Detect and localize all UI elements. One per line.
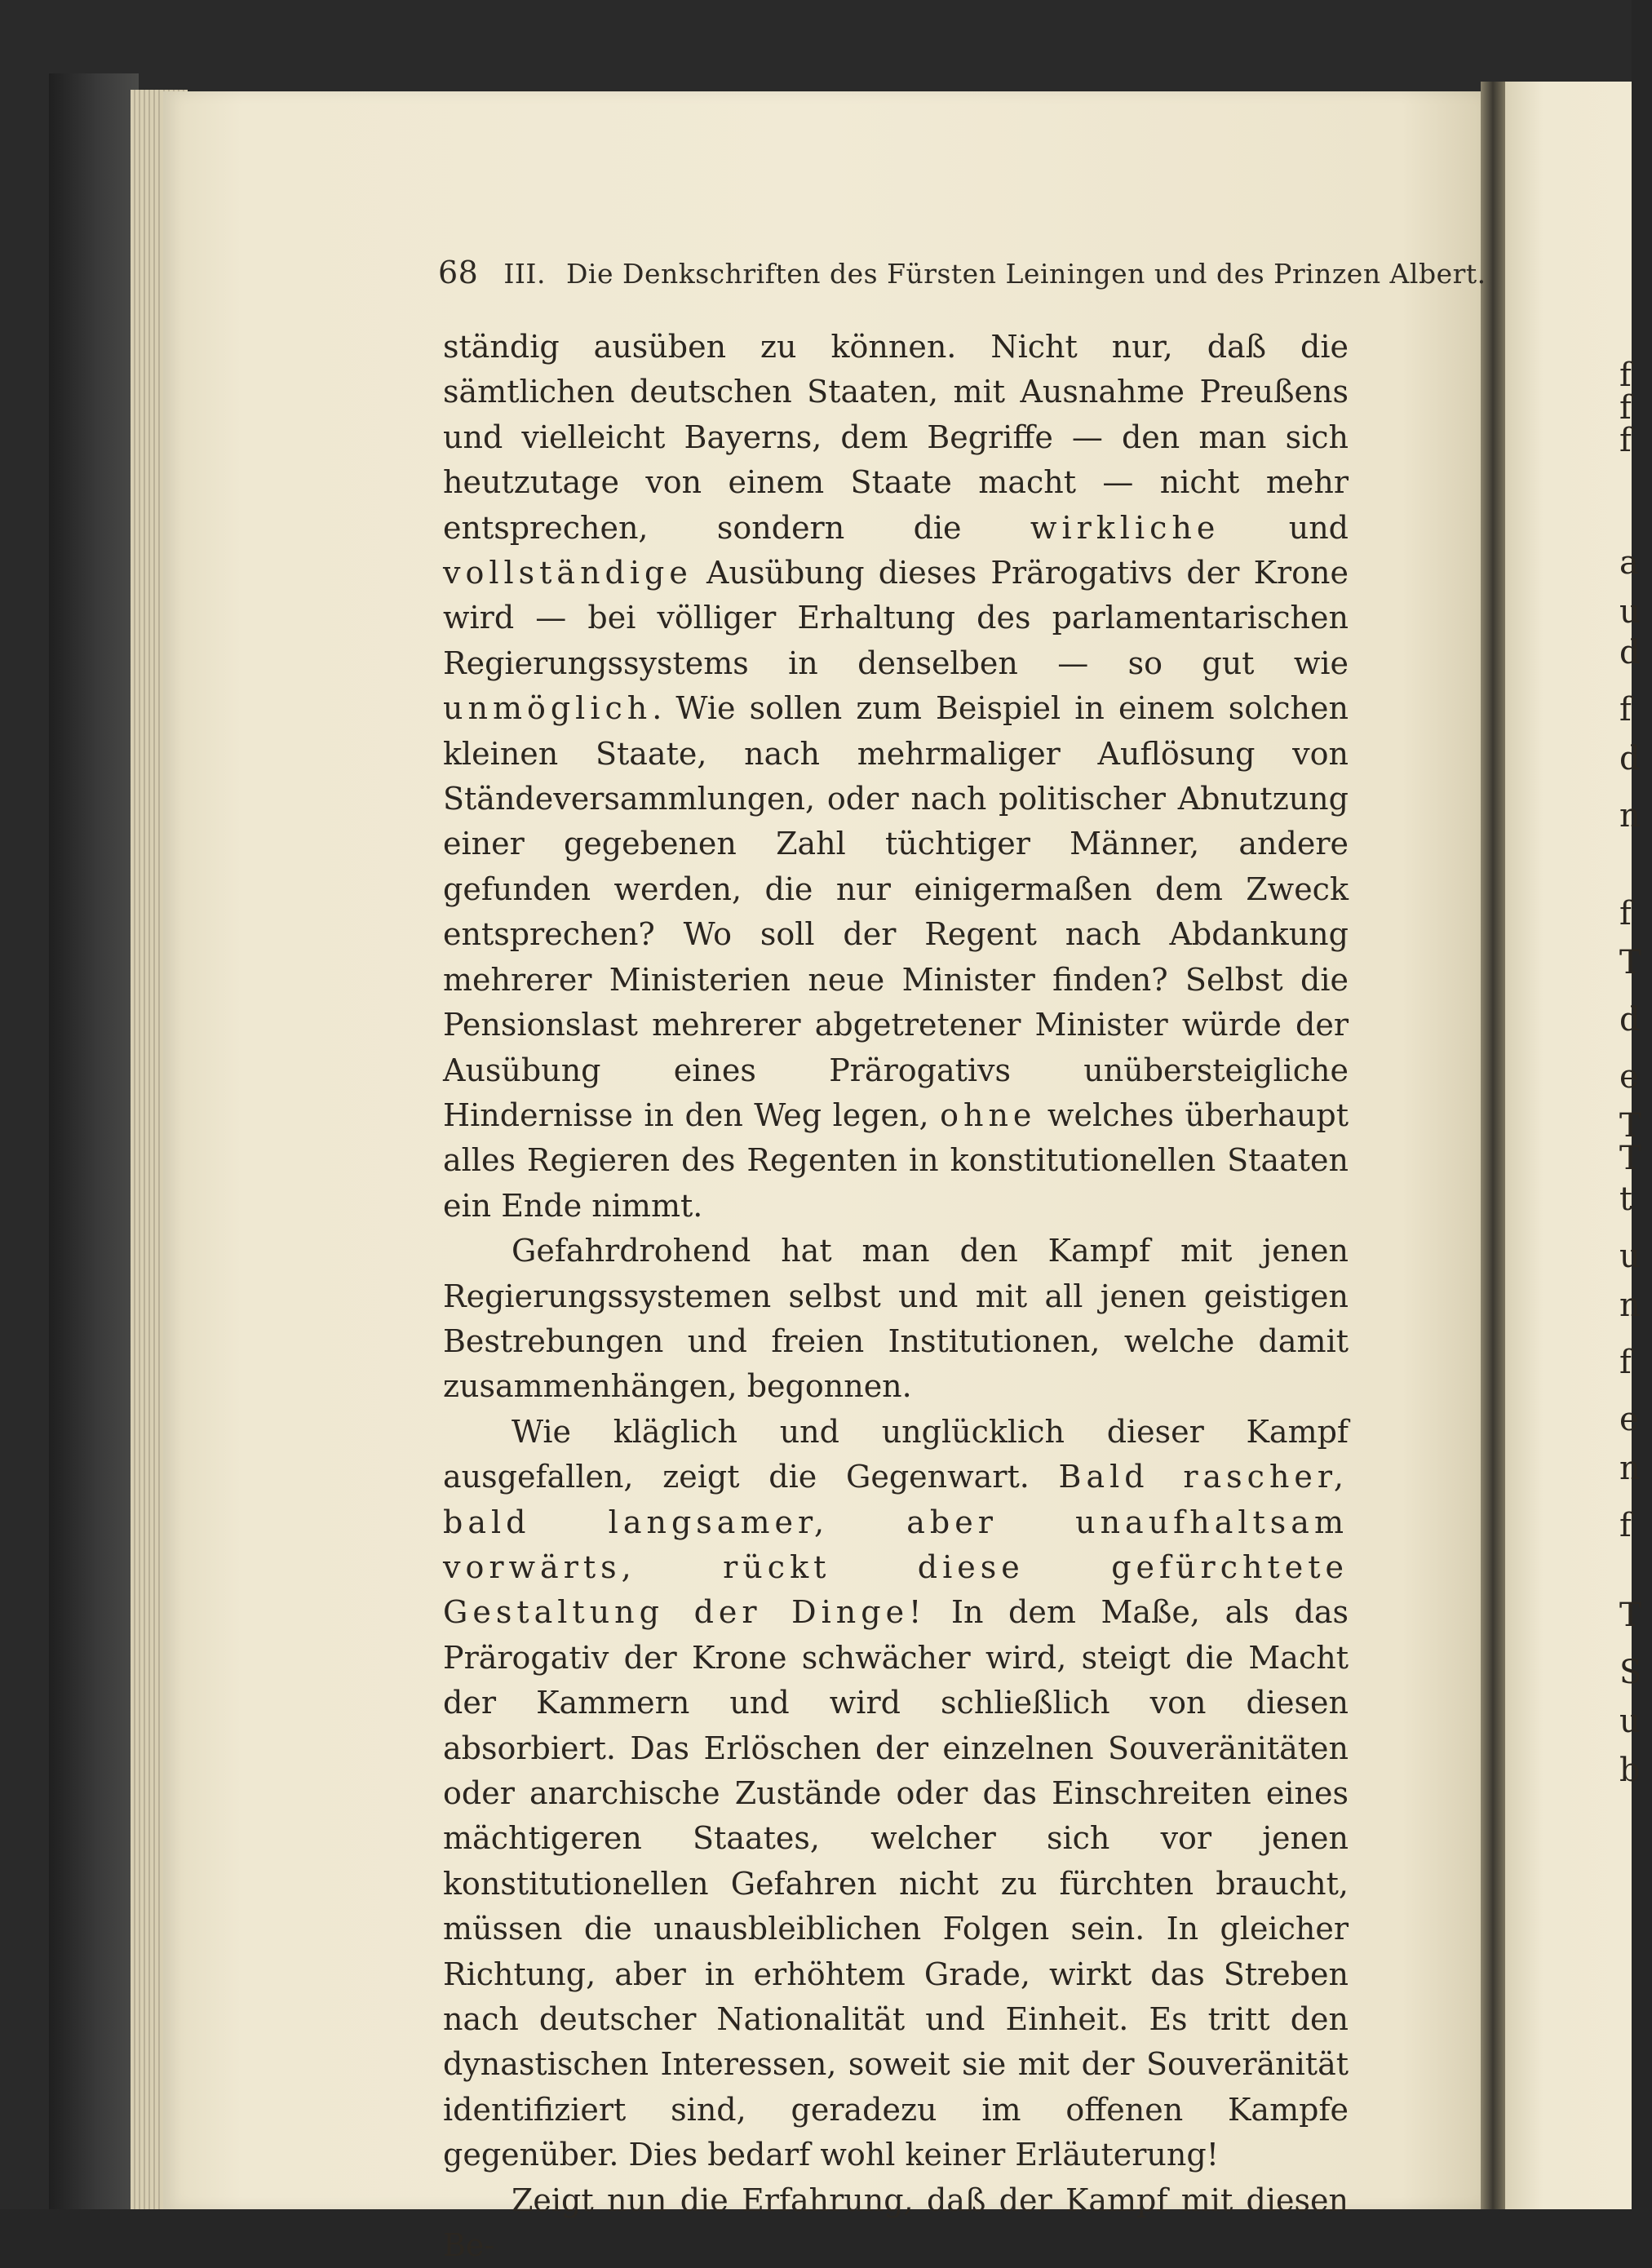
facing-page-letter: b bbox=[1619, 1752, 1641, 1789]
facing-page-letter: f bbox=[1619, 1507, 1632, 1544]
book-gutter bbox=[1481, 82, 1505, 2209]
text-run: welches überhaupt alles Regieren des Regenten in konstitutionellen Staaten ein Ende nimmt. bbox=[443, 1096, 1349, 1224]
running-head bbox=[438, 255, 1486, 290]
spaced-emphasis: Bald rascher, bald langsamer, aber unaufhaltsam vorwärts, rückt diese gefürchtete Gestaltung der Dinge! bbox=[443, 1459, 1349, 1631]
facing-page-letter: f bbox=[1619, 422, 1632, 459]
facing-page bbox=[1505, 82, 1632, 2209]
paragraph bbox=[443, 2178, 1349, 2268]
spaced-emphasis: ohne bbox=[940, 1096, 1037, 1133]
facing-page-letter: e bbox=[1619, 1401, 1639, 1438]
text-run: Ausübung dieses Prärogativs der Krone wird — bei völliger Erhaltung des parlamentarischen Regierungssystems in denselben — so gut wie bbox=[443, 555, 1349, 681]
facing-page-letter: f bbox=[1619, 691, 1632, 729]
facing-page-letter: n bbox=[1619, 1287, 1641, 1324]
chapter-number: III. bbox=[503, 258, 546, 290]
facing-page-letter: a bbox=[1619, 544, 1639, 582]
spaced-emphasis: wirkliche bbox=[1030, 509, 1220, 546]
spaced-emphasis: vollständige bbox=[443, 555, 693, 591]
book-cover-edge bbox=[49, 73, 139, 2209]
facing-page-letter: t bbox=[1619, 1181, 1633, 1218]
facing-page-letter: T bbox=[1619, 1597, 1641, 1634]
facing-page-letter: n bbox=[1619, 797, 1641, 835]
facing-page-letter: u bbox=[1619, 1703, 1641, 1740]
facing-page-letter: d bbox=[1619, 740, 1641, 777]
text-run: ständig ausüben zu können. Nicht nur, daß die sämtlichen deutschen Staaten, mit Ausnahme Preußens und vielleicht Bayerns, dem Begriffe — den man sich heutzutage von einem Staate macht — nicht mehr entsprechen, sondern die bbox=[443, 329, 1349, 546]
text-run: Gefahrdrohend hat man den Kampf mit jenen Regierungssystemen selbst und mit all jenen geistigen Bestrebungen und freien Institutionen, welche damit zusammenhängen, begonnen. bbox=[443, 1233, 1349, 1405]
facing-page-letter: f bbox=[1619, 389, 1632, 427]
spaced-emphasis: unmöglich bbox=[443, 690, 653, 727]
facing-page-letter: d bbox=[1619, 1001, 1641, 1039]
text-run: Zeigt nun die Erfahrung, daß der Kampf mit diesen Be- bbox=[443, 2182, 1349, 2264]
page-number: 68 bbox=[438, 255, 479, 290]
facing-page-letter: n bbox=[1619, 1450, 1641, 1487]
text-run: In dem Maße, als das Prärogativ der Krone schwächer wird, steigt die Macht der Kammern und wird schließlich von diesen absorbiert. Das Erlöschen der einzelnen Souveränitäten oder anarchische Zustände oder das Einschreiten eines mächtigeren Staates, welcher sich vor jenen konstitutionellen Gefahren nicht zu fürchten braucht, müssen die unausbleiblichen Folgen sein. In gleicher Richtung, aber in erhöhtem Grade, wirkt das Streben nach deutscher Nationalität und Einheit. Es tritt den dynastischen Interessen, soweit sie mit der Souveränität identifiziert sind, geradezu im offenen Kampfe gegenüber. Dies bedarf wohl keiner Erläuterung! bbox=[443, 1594, 1349, 2173]
facing-page-letter: T bbox=[1619, 1140, 1641, 1177]
facing-page-letter: f bbox=[1619, 1344, 1632, 1381]
text-run: Wie kläglich und unglücklich dieser Kampf ausgefallen, zeigt die Gegenwart. bbox=[443, 1413, 1349, 1495]
paragraph bbox=[443, 1229, 1349, 1410]
facing-page-letter: d bbox=[1619, 634, 1641, 671]
paragraph bbox=[443, 1410, 1349, 2178]
facing-page-letter: T bbox=[1619, 944, 1641, 981]
facing-page-letter: f bbox=[1619, 357, 1632, 394]
running-head-title: Die Denkschriften des Fürsten Leiningen und des Prinzen Albert. bbox=[565, 258, 1486, 290]
body-text bbox=[443, 325, 1349, 2268]
facing-page-letter: T bbox=[1619, 1107, 1641, 1145]
text-run: und bbox=[1220, 509, 1349, 546]
paragraph bbox=[443, 325, 1349, 1229]
text-run: . Wie sollen zum Beispiel in einem solchen kleinen Staate, nach mehrmaliger Auflösung von Ständeversammlungen, oder nach politischer Abnutzung einer gegebenen Zahl tüchtiger Männer, andere gefunden werden, die nur einigermaßen dem Zweck entsprechen? Wo soll der Regent nach Abdankung mehrerer Ministerien neue Minister finden? Selbst die Pensionslast mehrerer abgetretener Minister würde der Ausübung eines Prärogativs unübersteigliche Hindernisse in den Weg legen, bbox=[443, 690, 1349, 1133]
facing-page-letter: u bbox=[1619, 593, 1641, 631]
facing-page-letter: e bbox=[1619, 1058, 1639, 1096]
facing-page-letter: u bbox=[1619, 1238, 1641, 1275]
facing-page-letter: f bbox=[1619, 895, 1632, 932]
facing-page-letter: S bbox=[1619, 1654, 1642, 1691]
